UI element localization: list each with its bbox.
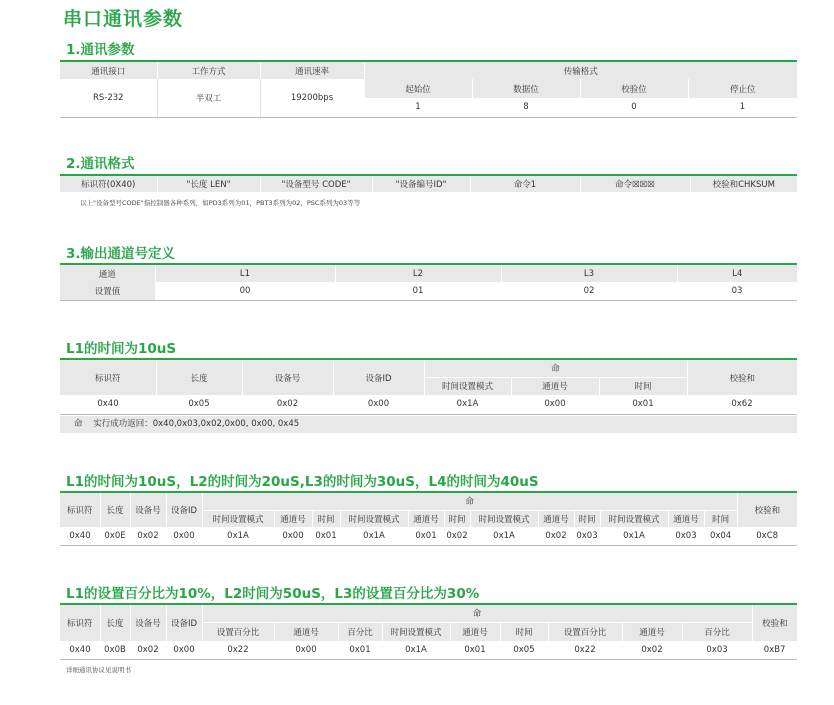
s5-value: 0x00 <box>166 527 202 545</box>
channel-l4-value: 03 <box>677 282 797 300</box>
s6-sub-header: 通道号 <box>622 622 682 641</box>
s5-header-identifier: 标识符 <box>60 492 100 527</box>
value-data: 8 <box>472 98 580 117</box>
s5-sub-header: 时间 <box>704 510 737 527</box>
format-command-n: 命令☒☒☒ <box>580 175 690 192</box>
s5-value: 0xC8 <box>737 527 797 545</box>
s5-sub-header: 时间 <box>574 510 600 527</box>
sub-header-start: 起始位 <box>364 79 472 98</box>
s6-value: 0x05 <box>500 641 548 659</box>
s5-header-device-id: 设备ID <box>166 492 202 527</box>
section4-title: L1的时间为10uS <box>66 341 177 357</box>
channel-l3-header: L3 <box>501 264 677 282</box>
s4-value: 0x1A <box>424 395 511 414</box>
s5-sub-header: 通道号 <box>274 510 312 527</box>
s5-header-command: 命 <box>202 492 737 510</box>
l1-time-table <box>60 358 797 415</box>
s5-value: 0x04 <box>704 527 737 545</box>
s6-sub-header: 通道号 <box>450 622 500 641</box>
s5-sub-header: 通道号 <box>668 510 704 527</box>
s5-value: 0x0E <box>100 527 130 545</box>
s4-value: 0x00 <box>511 395 599 414</box>
s4-value: 0x40 <box>60 395 156 414</box>
section3-title: 3.输出通道号定义 <box>66 246 176 262</box>
section1-title: 1.通讯参数 <box>66 42 135 58</box>
s5-sub-header: 通道号 <box>538 510 574 527</box>
s5-sub-header: 时间设置模式 <box>202 510 274 527</box>
value-interface: RS-232 <box>60 79 157 117</box>
s5-value: 0x1A <box>202 527 274 545</box>
s5-sub-header: 时间设置模式 <box>600 510 668 527</box>
format-checksum: 校验和CHKSUM <box>690 175 797 192</box>
s5-value: 0x01 <box>408 527 444 545</box>
channel-header: 通道 <box>60 264 155 282</box>
format-identifier: 标识符(0X40) <box>60 175 157 192</box>
s6-value: 0x22 <box>548 641 622 659</box>
s6-header-length: 长度 <box>100 604 130 641</box>
s4-header-device: 设备号 <box>242 359 333 395</box>
channel-l3-value: 02 <box>501 282 677 300</box>
s4-sub-time: 时间 <box>599 377 687 395</box>
s6-value: 0x0B <box>100 641 130 659</box>
s6-value: 0x01 <box>338 641 382 659</box>
value-parity: 0 <box>580 98 688 117</box>
s6-value: 0x1A <box>382 641 450 659</box>
s5-header-device: 设备号 <box>130 492 166 527</box>
s4-sub-channel: 通道号 <box>511 377 599 395</box>
s6-value: 0x02 <box>622 641 682 659</box>
s5-value: 0x02 <box>130 527 166 545</box>
percent-time-table <box>60 603 797 660</box>
s6-sub-header: 通道号 <box>274 622 338 641</box>
s5-value: 0x40 <box>60 527 100 545</box>
channel-l2-value: 01 <box>335 282 501 300</box>
sub-header-stop: 停止位 <box>688 79 797 98</box>
s5-value: 0x1A <box>470 527 538 545</box>
s4-result-label: 命 <box>74 419 83 429</box>
channel-l4-header: L4 <box>677 264 797 282</box>
s4-value: 0x05 <box>156 395 242 414</box>
footer-note: 详细通讯协议见说明书 <box>66 666 131 674</box>
format-device-code: "设备型号 CODE" <box>260 175 372 192</box>
value-start: 1 <box>364 98 472 117</box>
section2-title: 2.通讯格式 <box>66 156 135 172</box>
s4-header-length: 长度 <box>156 359 242 395</box>
s5-sub-header: 时间 <box>312 510 340 527</box>
s4-value: 0x01 <box>599 395 687 414</box>
s5-value: 0x02 <box>538 527 574 545</box>
s4-header-identifier: 标识符 <box>60 359 156 395</box>
s6-value: 0x00 <box>274 641 338 659</box>
s6-sub-header: 设置百分比 <box>548 622 622 641</box>
s6-value: 0x03 <box>682 641 752 659</box>
s5-value: 0x03 <box>668 527 704 545</box>
channel-l1-value: 00 <box>155 282 335 300</box>
s6-header-checksum: 校验和 <box>752 604 797 641</box>
channel-row-label: 设置值 <box>60 282 155 300</box>
s4-value: 0x02 <box>242 395 333 414</box>
comm-format-table <box>60 174 797 192</box>
s5-value: 0x03 <box>574 527 600 545</box>
channel-l2-header: L2 <box>335 264 501 282</box>
value-stop: 1 <box>688 98 797 117</box>
s5-header-length: 长度 <box>100 492 130 527</box>
s4-value: 0x62 <box>687 395 797 414</box>
format-device-id: "设备编号ID" <box>372 175 470 192</box>
s6-sub-header: 时间 <box>500 622 548 641</box>
s6-value: 0x40 <box>60 641 100 659</box>
header-mode: 工作方式 <box>157 61 260 79</box>
s5-value: 0x00 <box>274 527 312 545</box>
s6-value: 0x01 <box>450 641 500 659</box>
format-note: 以上"设备型号CODE"指控制器各种系列，如PD3系列为01，PBT3系列为02，PSC系列为03等等 <box>80 199 361 207</box>
s6-sub-header: 百分比 <box>682 622 752 641</box>
s6-value: 0xB7 <box>752 641 797 659</box>
value-mode: 半双工 <box>157 79 260 117</box>
comm-params-table <box>60 60 797 118</box>
s5-sub-header: 时间 <box>444 510 470 527</box>
s6-header-device-id: 设备ID <box>166 604 202 641</box>
s5-value: 0x02 <box>444 527 470 545</box>
format-length: "长度 LEN" <box>157 175 260 192</box>
s5-sub-header: 时间设置模式 <box>470 510 538 527</box>
s6-sub-header: 设置百分比 <box>202 622 274 641</box>
s5-header-checksum: 校验和 <box>737 492 797 527</box>
s4-result-row <box>60 416 797 433</box>
s4-result-text: 实行成功返回：0x40,0x03,0x02,0x00, 0x00, 0x45 <box>93 419 300 429</box>
s6-value: 0x02 <box>130 641 166 659</box>
sub-header-parity: 校验位 <box>580 79 688 98</box>
section6-title: L1的设置百分比为10%，L2时间为50uS，L3的设置百分比为30% <box>66 586 480 602</box>
s6-value: 0x00 <box>166 641 202 659</box>
header-rate: 通讯速率 <box>260 61 364 79</box>
s5-sub-header: 通道号 <box>408 510 444 527</box>
s6-header-command: 命 <box>202 604 752 622</box>
s6-sub-header: 百分比 <box>338 622 382 641</box>
s4-sub-time-mode: 时间设置模式 <box>424 377 511 395</box>
s5-value: 0x1A <box>600 527 668 545</box>
s4-header-command: 命 <box>424 359 687 377</box>
section5-title: L1的时间为10uS，L2的时间为20uS,L3的时间为30uS，L4的时间为40uS <box>66 474 539 490</box>
format-command-1: 命令1 <box>470 175 580 192</box>
s5-value: 0x1A <box>340 527 408 545</box>
s6-sub-header: 时间设置模式 <box>382 622 450 641</box>
value-rate: 19200bps <box>260 79 364 117</box>
s4-header-checksum: 校验和 <box>687 359 797 395</box>
sub-header-data: 数据位 <box>472 79 580 98</box>
s5-sub-header: 时间设置模式 <box>340 510 408 527</box>
header-interface: 通讯接口 <box>60 61 157 79</box>
s6-value: 0x22 <box>202 641 274 659</box>
header-format: 传输格式 <box>364 61 797 79</box>
s5-value: 0x01 <box>312 527 340 545</box>
s4-header-device-id: 设备ID <box>333 359 424 395</box>
channel-l1-header: L1 <box>155 264 335 282</box>
four-channel-time-table <box>60 491 797 546</box>
s6-header-identifier: 标识符 <box>60 604 100 641</box>
s6-header-device: 设备号 <box>130 604 166 641</box>
s4-value: 0x00 <box>333 395 424 414</box>
page-title: 串口通讯参数 <box>63 8 184 30</box>
channel-table <box>60 263 797 301</box>
